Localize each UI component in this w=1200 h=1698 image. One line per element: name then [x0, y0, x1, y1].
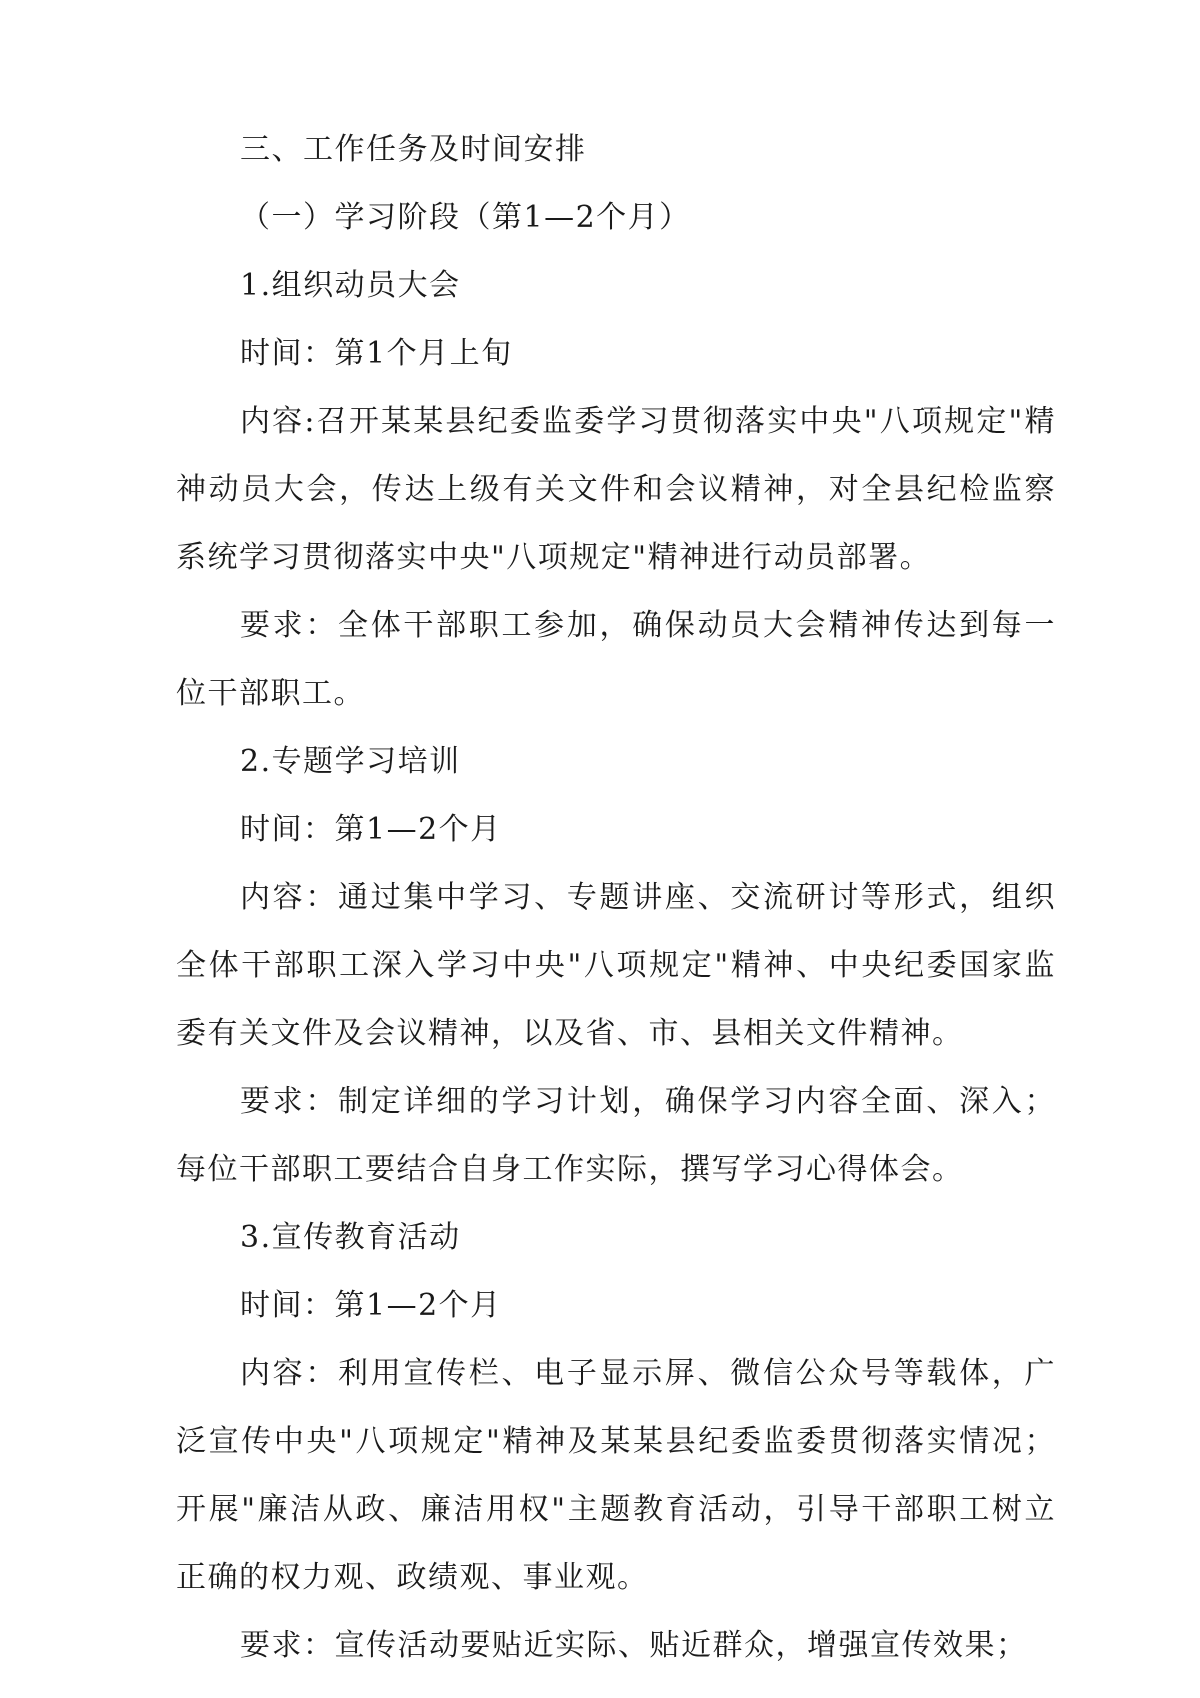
content-paragraph: 内容:召开某某县纪委监委学习贯彻落实中央"八项规定"精神动员大会，传达上级有关文件和会议精神，对全县纪检监察系统学习贯彻落实中央"八项规定"精神进行动员部署。 — [176, 404, 1056, 575]
content-paragraph: 内容：通过集中学习、专题讲座、交流研讨等形式，组织全体干部职工深入学习中央"八项规定"精神、中央纪委国家监委有关文件及会议精神，以及省、市、县相关文件精神。 — [176, 880, 1056, 1051]
requirement-paragraph: 要求：宣传活动要贴近实际、贴近群众，增强宣传效果； — [240, 1628, 1028, 1663]
time-line: 时间：第1—2个月 — [240, 812, 502, 847]
content-paragraph: 内容：利用宣传栏、电子显示屏、微信公众号等载体，广泛宣传中央"八项规定"精神及某某县纪委监委贯彻落实情况；开展"廉洁从政、廉洁用权"主题教育活动，引导干部职工树立正确的权力观、政绩观、事业观。 — [176, 1356, 1056, 1595]
time-line: 时间：第1—2个月 — [240, 1288, 502, 1323]
document-body — [176, 116, 1056, 1680]
subsection-heading: （一）学习阶段（第1—2个月） — [240, 200, 691, 235]
item-heading: 3.宣传教育活动 — [240, 1220, 461, 1255]
requirement-paragraph: 要求：全体干部职工参加，确保动员大会精神传达到每一位干部职工。 — [176, 608, 1056, 711]
requirement-paragraph: 要求：制定详细的学习计划，确保学习内容全面、深入；每位干部职工要结合自身工作实际，撰写学习心得体会。 — [176, 1084, 1056, 1187]
item-heading: 1.组织动员大会 — [240, 268, 461, 303]
section-heading: 三、工作任务及时间安排 — [240, 132, 587, 167]
item-heading: 2.专题学习培训 — [240, 744, 461, 779]
time-line: 时间：第1个月上旬 — [240, 336, 513, 371]
